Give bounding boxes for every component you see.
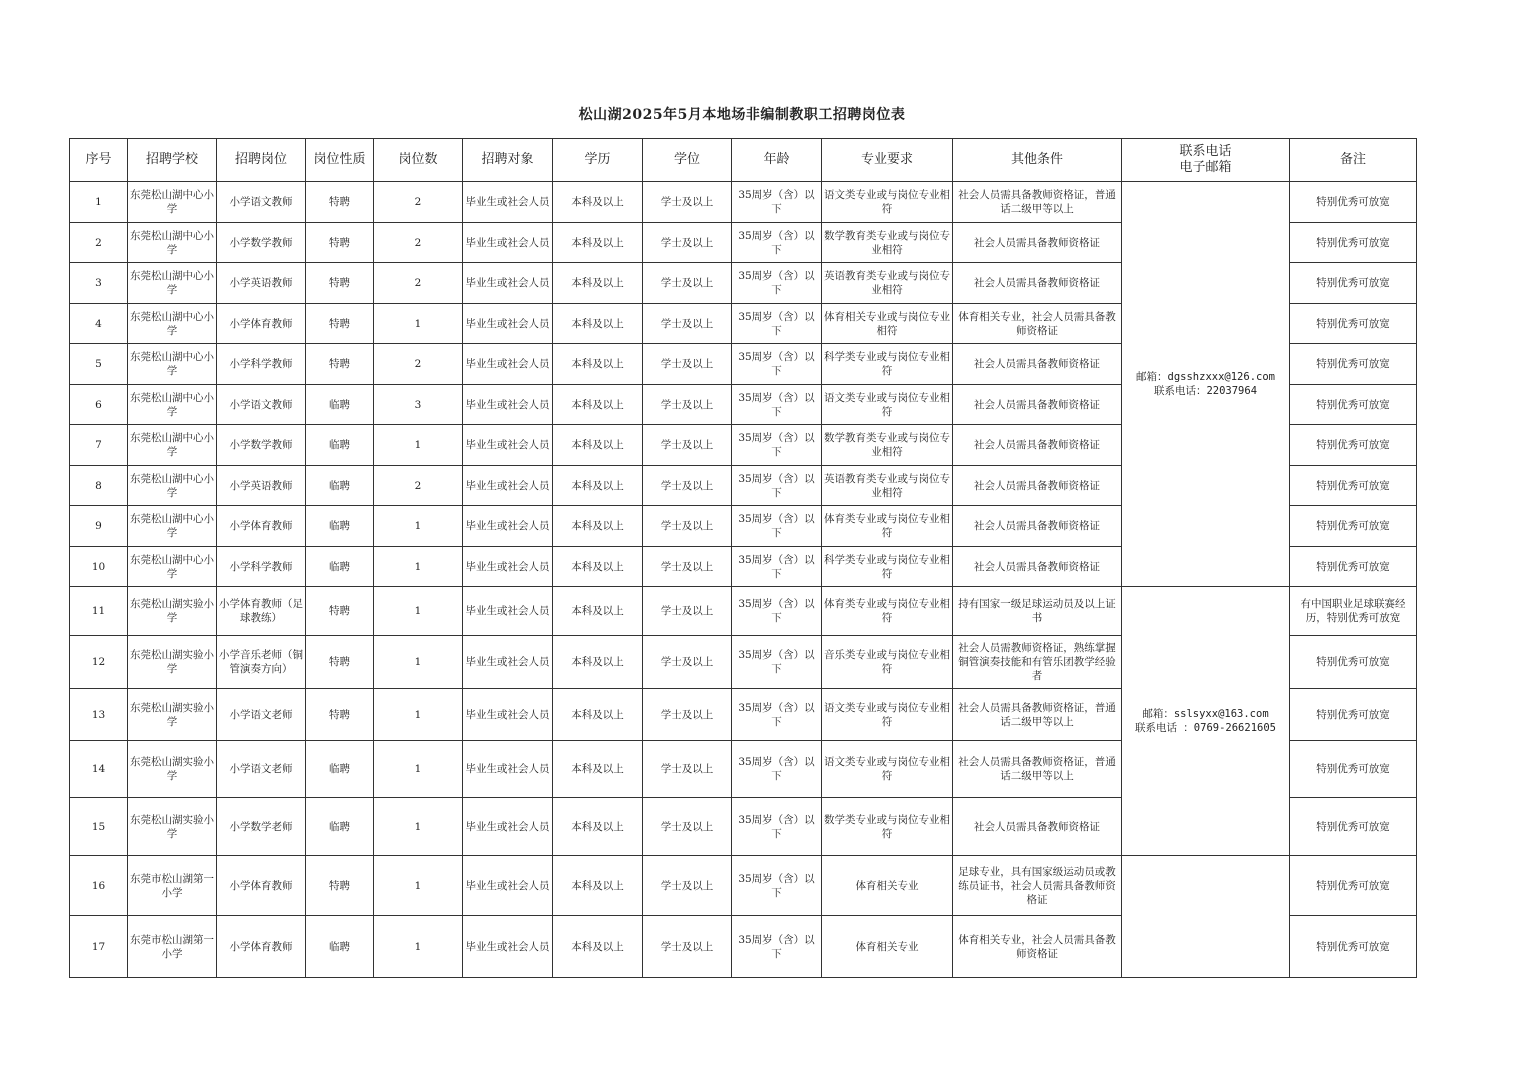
cell-degree: 学士及以上 bbox=[643, 344, 732, 385]
cell-contact bbox=[1122, 856, 1290, 978]
cell-school: 东莞松山湖实验小学 bbox=[128, 689, 217, 741]
cell-count: 1 bbox=[374, 547, 463, 587]
cell-other: 社会人员需教师资格证，熟练掌握铜管演奏技能和有管乐团教学经验者 bbox=[953, 636, 1122, 689]
cell-major: 体育相关专业 bbox=[822, 856, 953, 916]
cell-age: 35周岁（含）以下 bbox=[732, 506, 822, 547]
cell-target: 毕业生或社会人员 bbox=[463, 916, 553, 978]
cell-other: 社会人员需具备教师资格证 bbox=[953, 344, 1122, 385]
cell-no: 1 bbox=[70, 182, 128, 223]
header-post: 招聘岗位 bbox=[217, 139, 306, 182]
cell-target: 毕业生或社会人员 bbox=[463, 263, 553, 304]
cell-remark: 特别优秀可放宽 bbox=[1290, 466, 1417, 506]
cell-post: 小学语文教师 bbox=[217, 182, 306, 223]
cell-no: 7 bbox=[70, 425, 128, 466]
cell-target: 毕业生或社会人员 bbox=[463, 425, 553, 466]
cell-school: 东莞松山湖中心小学 bbox=[128, 263, 217, 304]
cell-major: 数学教育类专业或与岗位专业相符 bbox=[822, 223, 953, 263]
header-type: 岗位性质 bbox=[306, 139, 374, 182]
cell-no: 15 bbox=[70, 798, 128, 856]
contact-email: 邮箱：dgsshzxxx@126.com bbox=[1136, 371, 1275, 383]
header-age: 年龄 bbox=[732, 139, 822, 182]
cell-school: 东莞松山湖实验小学 bbox=[128, 636, 217, 689]
cell-post: 小学体育教师 bbox=[217, 856, 306, 916]
cell-education: 本科及以上 bbox=[553, 223, 643, 263]
cell-other: 社会人员需具备教师资格证 bbox=[953, 223, 1122, 263]
cell-education: 本科及以上 bbox=[553, 304, 643, 344]
cell-count: 1 bbox=[374, 856, 463, 916]
cell-remark: 特别优秀可放宽 bbox=[1290, 304, 1417, 344]
cell-no: 13 bbox=[70, 689, 128, 741]
cell-school: 东莞市松山湖第一小学 bbox=[128, 856, 217, 916]
cell-count: 2 bbox=[374, 182, 463, 223]
cell-age: 35周岁（含）以下 bbox=[732, 385, 822, 425]
cell-type: 临聘 bbox=[306, 385, 374, 425]
cell-post: 小学数学教师 bbox=[217, 223, 306, 263]
header-row bbox=[70, 139, 1417, 182]
cell-degree: 学士及以上 bbox=[643, 223, 732, 263]
cell-education: 本科及以上 bbox=[553, 636, 643, 689]
cell-age: 35周岁（含）以下 bbox=[732, 856, 822, 916]
cell-no: 8 bbox=[70, 466, 128, 506]
cell-post: 小学英语教师 bbox=[217, 466, 306, 506]
cell-other: 社会人员需具备教师资格证 bbox=[953, 798, 1122, 856]
cell-contact bbox=[1122, 182, 1290, 587]
cell-age: 35周岁（含）以下 bbox=[732, 466, 822, 506]
cell-remark: 特别优秀可放宽 bbox=[1290, 636, 1417, 689]
cell-post: 小学科学教师 bbox=[217, 344, 306, 385]
cell-education: 本科及以上 bbox=[553, 798, 643, 856]
cell-education: 本科及以上 bbox=[553, 856, 643, 916]
cell-degree: 学士及以上 bbox=[643, 385, 732, 425]
cell-remark: 特别优秀可放宽 bbox=[1290, 547, 1417, 587]
cell-degree: 学士及以上 bbox=[643, 798, 732, 856]
cell-degree: 学士及以上 bbox=[643, 636, 732, 689]
cell-education: 本科及以上 bbox=[553, 689, 643, 741]
cell-count: 1 bbox=[374, 425, 463, 466]
cell-major: 语文类专业或与岗位专业相符 bbox=[822, 689, 953, 741]
cell-type: 临聘 bbox=[306, 741, 374, 798]
cell-target: 毕业生或社会人员 bbox=[463, 587, 553, 636]
cell-degree: 学士及以上 bbox=[643, 506, 732, 547]
cell-post: 小学科学教师 bbox=[217, 547, 306, 587]
cell-major: 语文类专业或与岗位专业相符 bbox=[822, 741, 953, 798]
cell-remark: 特别优秀可放宽 bbox=[1290, 223, 1417, 263]
cell-no: 12 bbox=[70, 636, 128, 689]
cell-count: 1 bbox=[374, 798, 463, 856]
cell-remark: 特别优秀可放宽 bbox=[1290, 344, 1417, 385]
header-target: 招聘对象 bbox=[463, 139, 553, 182]
cell-other: 社会人员需具备教师资格证，普通话二级甲等以上 bbox=[953, 689, 1122, 741]
cell-target: 毕业生或社会人员 bbox=[463, 689, 553, 741]
cell-degree: 学士及以上 bbox=[643, 304, 732, 344]
cell-type: 特聘 bbox=[306, 263, 374, 304]
cell-other: 足球专业，具有国家级运动员或教练员证书，社会人员需具备教师资格证 bbox=[953, 856, 1122, 916]
cell-target: 毕业生或社会人员 bbox=[463, 547, 553, 587]
cell-target: 毕业生或社会人员 bbox=[463, 636, 553, 689]
cell-post: 小学体育教师 bbox=[217, 304, 306, 344]
cell-count: 2 bbox=[374, 466, 463, 506]
cell-degree: 学士及以上 bbox=[643, 547, 732, 587]
cell-type: 特聘 bbox=[306, 182, 374, 223]
cell-no: 5 bbox=[70, 344, 128, 385]
cell-type: 特聘 bbox=[306, 344, 374, 385]
cell-age: 35周岁（含）以下 bbox=[732, 741, 822, 798]
cell-education: 本科及以上 bbox=[553, 425, 643, 466]
contact-phone: 联系电话 ：0769-26621605 bbox=[1134, 722, 1276, 734]
recruitment-table bbox=[69, 138, 1417, 978]
cell-type: 特聘 bbox=[306, 689, 374, 741]
cell-age: 35周岁（含）以下 bbox=[732, 547, 822, 587]
cell-type: 特聘 bbox=[306, 304, 374, 344]
cell-post: 小学语文老师 bbox=[217, 689, 306, 741]
cell-post: 小学体育教师 bbox=[217, 506, 306, 547]
cell-age: 35周岁（含）以下 bbox=[732, 689, 822, 741]
cell-school: 东莞松山湖中心小学 bbox=[128, 466, 217, 506]
cell-degree: 学士及以上 bbox=[643, 466, 732, 506]
cell-type: 特聘 bbox=[306, 587, 374, 636]
header-school: 招聘学校 bbox=[128, 139, 217, 182]
cell-major: 体育类专业或与岗位专业相符 bbox=[822, 587, 953, 636]
cell-count: 2 bbox=[374, 223, 463, 263]
cell-remark: 特别优秀可放宽 bbox=[1290, 425, 1417, 466]
cell-age: 35周岁（含）以下 bbox=[732, 304, 822, 344]
cell-post: 小学数学老师 bbox=[217, 798, 306, 856]
cell-count: 1 bbox=[374, 916, 463, 978]
cell-other: 社会人员需具备教师资格证 bbox=[953, 506, 1122, 547]
cell-major: 体育相关专业或与岗位专业相符 bbox=[822, 304, 953, 344]
cell-school: 东莞市松山湖第一小学 bbox=[128, 916, 217, 978]
header-major: 专业要求 bbox=[822, 139, 953, 182]
cell-other: 社会人员需具备教师资格证 bbox=[953, 425, 1122, 466]
cell-type: 临聘 bbox=[306, 547, 374, 587]
cell-target: 毕业生或社会人员 bbox=[463, 856, 553, 916]
cell-type: 临聘 bbox=[306, 798, 374, 856]
cell-post: 小学语文教师 bbox=[217, 385, 306, 425]
cell-degree: 学士及以上 bbox=[643, 689, 732, 741]
cell-no: 9 bbox=[70, 506, 128, 547]
cell-no: 6 bbox=[70, 385, 128, 425]
cell-age: 35周岁（含）以下 bbox=[732, 636, 822, 689]
cell-major: 音乐类专业或与岗位专业相符 bbox=[822, 636, 953, 689]
cell-degree: 学士及以上 bbox=[643, 182, 732, 223]
cell-remark: 特别优秀可放宽 bbox=[1290, 263, 1417, 304]
cell-other: 社会人员需具备教师资格证 bbox=[953, 547, 1122, 587]
cell-school: 东莞松山湖中心小学 bbox=[128, 547, 217, 587]
cell-count: 3 bbox=[374, 385, 463, 425]
cell-no: 11 bbox=[70, 587, 128, 636]
cell-target: 毕业生或社会人员 bbox=[463, 466, 553, 506]
cell-post: 小学体育教师（足球教练） bbox=[217, 587, 306, 636]
cell-major: 科学类专业或与岗位专业相符 bbox=[822, 344, 953, 385]
cell-major: 数学教育类专业或与岗位专业相符 bbox=[822, 425, 953, 466]
cell-education: 本科及以上 bbox=[553, 344, 643, 385]
header-contact: 联系电话 电子邮箱 bbox=[1122, 139, 1290, 182]
cell-post: 小学英语教师 bbox=[217, 263, 306, 304]
cell-other: 社会人员需具备教师资格证，普通话二级甲等以上 bbox=[953, 182, 1122, 223]
cell-major: 语文类专业或与岗位专业相符 bbox=[822, 182, 953, 223]
cell-remark: 特别优秀可放宽 bbox=[1290, 506, 1417, 547]
cell-age: 35周岁（含）以下 bbox=[732, 798, 822, 856]
cell-remark: 特别优秀可放宽 bbox=[1290, 798, 1417, 856]
cell-post: 小学数学教师 bbox=[217, 425, 306, 466]
cell-type: 临聘 bbox=[306, 916, 374, 978]
cell-other: 社会人员需具备教师资格证 bbox=[953, 385, 1122, 425]
cell-school: 东莞松山湖实验小学 bbox=[128, 587, 217, 636]
cell-school: 东莞松山湖中心小学 bbox=[128, 425, 217, 466]
header-no: 序号 bbox=[70, 139, 128, 182]
cell-no: 16 bbox=[70, 856, 128, 916]
header-education: 学历 bbox=[553, 139, 643, 182]
contact-email: 邮箱：sslsyxx@163.com bbox=[1142, 708, 1269, 720]
cell-age: 35周岁（含）以下 bbox=[732, 587, 822, 636]
cell-target: 毕业生或社会人员 bbox=[463, 182, 553, 223]
cell-target: 毕业生或社会人员 bbox=[463, 741, 553, 798]
cell-degree: 学士及以上 bbox=[643, 263, 732, 304]
cell-no: 4 bbox=[70, 304, 128, 344]
table-row bbox=[70, 856, 1417, 916]
cell-degree: 学士及以上 bbox=[643, 741, 732, 798]
cell-count: 1 bbox=[374, 304, 463, 344]
header-degree: 学位 bbox=[643, 139, 732, 182]
cell-other: 体育相关专业，社会人员需具备教师资格证 bbox=[953, 916, 1122, 978]
cell-target: 毕业生或社会人员 bbox=[463, 304, 553, 344]
cell-major: 语文类专业或与岗位专业相符 bbox=[822, 385, 953, 425]
cell-degree: 学士及以上 bbox=[643, 425, 732, 466]
cell-other: 社会人员需具备教师资格证 bbox=[953, 263, 1122, 304]
cell-major: 数学类专业或与岗位专业相符 bbox=[822, 798, 953, 856]
cell-count: 1 bbox=[374, 689, 463, 741]
cell-count: 2 bbox=[374, 263, 463, 304]
cell-type: 临聘 bbox=[306, 425, 374, 466]
contact-phone: 联系电话：22037964 bbox=[1153, 385, 1258, 397]
cell-target: 毕业生或社会人员 bbox=[463, 385, 553, 425]
cell-post: 小学体育教师 bbox=[217, 916, 306, 978]
cell-school: 东莞松山湖中心小学 bbox=[128, 506, 217, 547]
cell-education: 本科及以上 bbox=[553, 916, 643, 978]
cell-remark: 特别优秀可放宽 bbox=[1290, 856, 1417, 916]
cell-degree: 学士及以上 bbox=[643, 856, 732, 916]
cell-school: 东莞松山湖中心小学 bbox=[128, 182, 217, 223]
cell-other: 持有国家一级足球运动员及以上证书 bbox=[953, 587, 1122, 636]
cell-education: 本科及以上 bbox=[553, 587, 643, 636]
cell-age: 35周岁（含）以下 bbox=[732, 916, 822, 978]
cell-count: 1 bbox=[374, 587, 463, 636]
cell-no: 2 bbox=[70, 223, 128, 263]
cell-education: 本科及以上 bbox=[553, 547, 643, 587]
cell-school: 东莞松山湖中心小学 bbox=[128, 385, 217, 425]
cell-school: 东莞松山湖中心小学 bbox=[128, 304, 217, 344]
cell-type: 特聘 bbox=[306, 223, 374, 263]
cell-age: 35周岁（含）以下 bbox=[732, 425, 822, 466]
cell-education: 本科及以上 bbox=[553, 506, 643, 547]
cell-type: 临聘 bbox=[306, 506, 374, 547]
cell-no: 3 bbox=[70, 263, 128, 304]
cell-remark: 特别优秀可放宽 bbox=[1290, 741, 1417, 798]
cell-other: 社会人员需具备教师资格证 bbox=[953, 466, 1122, 506]
header-count: 岗位数 bbox=[374, 139, 463, 182]
cell-education: 本科及以上 bbox=[553, 741, 643, 798]
cell-target: 毕业生或社会人员 bbox=[463, 798, 553, 856]
cell-no: 10 bbox=[70, 547, 128, 587]
table-row bbox=[70, 182, 1417, 223]
cell-count: 2 bbox=[374, 344, 463, 385]
cell-major: 英语教育类专业或与岗位专业相符 bbox=[822, 466, 953, 506]
cell-age: 35周岁（含）以下 bbox=[732, 223, 822, 263]
table-body bbox=[70, 182, 1417, 978]
header-remark: 备注 bbox=[1290, 139, 1417, 182]
cell-remark: 特别优秀可放宽 bbox=[1290, 385, 1417, 425]
cell-remark: 有中国职业足球联赛经历，特别优秀可放宽 bbox=[1290, 587, 1417, 636]
cell-type: 特聘 bbox=[306, 856, 374, 916]
cell-target: 毕业生或社会人员 bbox=[463, 506, 553, 547]
cell-no: 14 bbox=[70, 741, 128, 798]
cell-post: 小学语文老师 bbox=[217, 741, 306, 798]
cell-school: 东莞松山湖中心小学 bbox=[128, 344, 217, 385]
cell-school: 东莞松山湖实验小学 bbox=[128, 741, 217, 798]
cell-education: 本科及以上 bbox=[553, 263, 643, 304]
cell-education: 本科及以上 bbox=[553, 182, 643, 223]
cell-remark: 特别优秀可放宽 bbox=[1290, 182, 1417, 223]
cell-no: 17 bbox=[70, 916, 128, 978]
cell-school: 东莞松山湖实验小学 bbox=[128, 798, 217, 856]
cell-school: 东莞松山湖中心小学 bbox=[128, 223, 217, 263]
cell-other: 社会人员需具备教师资格证，普通话二级甲等以上 bbox=[953, 741, 1122, 798]
header-other: 其他条件 bbox=[953, 139, 1122, 182]
table-row bbox=[70, 587, 1417, 636]
cell-degree: 学士及以上 bbox=[643, 916, 732, 978]
cell-major: 体育类专业或与岗位专业相符 bbox=[822, 506, 953, 547]
cell-major: 体育相关专业 bbox=[822, 916, 953, 978]
cell-target: 毕业生或社会人员 bbox=[463, 223, 553, 263]
document-title: 松山湖2025年5月本地场非编制教职工招聘岗位表 bbox=[578, 107, 906, 123]
cell-type: 特聘 bbox=[306, 636, 374, 689]
cell-major: 科学类专业或与岗位专业相符 bbox=[822, 547, 953, 587]
cell-age: 35周岁（含）以下 bbox=[732, 263, 822, 304]
cell-count: 1 bbox=[374, 636, 463, 689]
cell-other: 体育相关专业，社会人员需具备教师资格证 bbox=[953, 304, 1122, 344]
cell-education: 本科及以上 bbox=[553, 385, 643, 425]
cell-degree: 学士及以上 bbox=[643, 587, 732, 636]
cell-post: 小学音乐老师（铜管演奏方向） bbox=[217, 636, 306, 689]
cell-type: 临聘 bbox=[306, 466, 374, 506]
cell-major: 英语教育类专业或与岗位专业相符 bbox=[822, 263, 953, 304]
cell-age: 35周岁（含）以下 bbox=[732, 344, 822, 385]
cell-remark: 特别优秀可放宽 bbox=[1290, 916, 1417, 978]
cell-target: 毕业生或社会人员 bbox=[463, 344, 553, 385]
cell-education: 本科及以上 bbox=[553, 466, 643, 506]
cell-count: 1 bbox=[374, 741, 463, 798]
cell-age: 35周岁（含）以下 bbox=[732, 182, 822, 223]
cell-count: 1 bbox=[374, 506, 463, 547]
cell-contact bbox=[1122, 587, 1290, 856]
cell-remark: 特别优秀可放宽 bbox=[1290, 689, 1417, 741]
